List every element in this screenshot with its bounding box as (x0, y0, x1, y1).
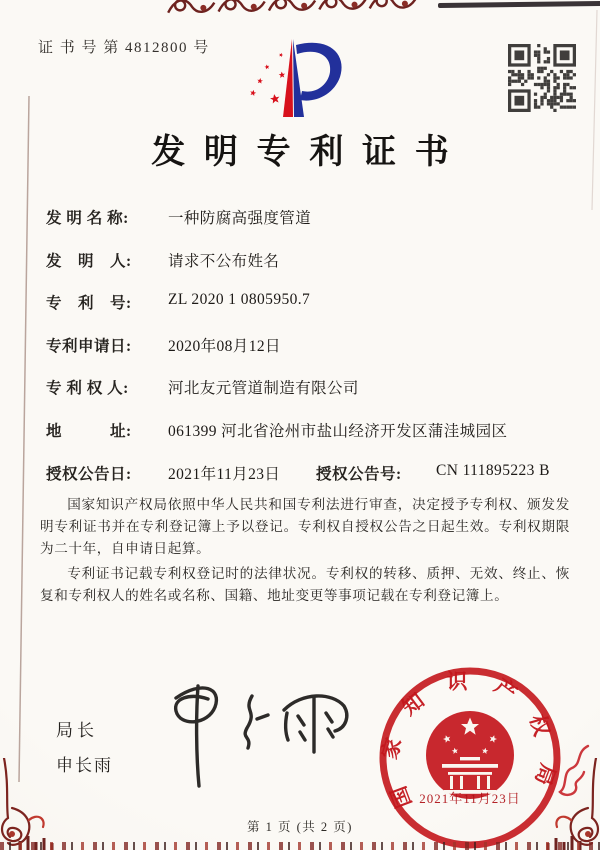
field-label: 授权公告日: (46, 465, 132, 483)
field-patent-number (46, 291, 578, 334)
field-label: 发 明 人: (46, 252, 132, 270)
field-label: 发 明 名 称: (46, 210, 129, 227)
legal-paragraph: 国家知识产权局依照中华人民共和国专利法进行审查，决定授予专利权、颁发发明专利证书并在专利登记簿上予以登记。专利权自授权公告之日起生效。专利权期限为二十年，自申请日起算。 (40, 497, 570, 557)
national-emblem-icon (426, 711, 514, 799)
seal-date: 2021年11月23日 (419, 791, 521, 806)
corner-flourish-icon (538, 758, 600, 850)
bottom-border-pattern (0, 842, 600, 850)
field-list (46, 206, 578, 504)
field-value: 河北友元管道制造有限公司 (168, 380, 359, 398)
qr-code-icon (508, 44, 576, 112)
field-value: 请求不公布姓名 (168, 252, 280, 270)
field-value: 2021年11月23日 (168, 465, 281, 483)
field-filing-date (46, 334, 578, 377)
field-label: 授权公告号: (316, 465, 402, 483)
top-border-ornament-icon (166, 0, 418, 18)
field-inventor (46, 249, 578, 292)
commissioner-name: 申长雨 (56, 756, 113, 775)
field-value: 一种防腐高强度管道 (168, 210, 312, 227)
field-invention-name (46, 206, 578, 249)
field-address (46, 419, 578, 462)
legal-text (40, 494, 570, 610)
field-value: 2020年08月12日 (168, 337, 281, 355)
corner-flourish-icon (0, 758, 62, 850)
photo-edge-line (438, 1, 600, 8)
certificate-title: 发明专利证书 (151, 134, 468, 171)
certificate-number: 证 书 号 第 4812800 号 (38, 40, 210, 56)
commissioner-title: 局长 (56, 721, 98, 740)
cnipa-logo-icon (236, 30, 358, 130)
field-value: 061399 河北省沧州市盐山经济开发区蒲洼城园区 (168, 422, 508, 440)
legal-paragraph: 专利证书记载专利权登记时的法律状况。专利权的转移、质押、无效、终止、恢复和专利权人的姓名或名称、国籍、地址变更等事项记载在专利登记簿上。 (40, 566, 570, 604)
seal-arc-text: 国家知识产权局 (377, 669, 561, 812)
field-value: CN 111895223 B (436, 461, 550, 479)
page-number: 第 1 页 (共 2 页) (247, 820, 353, 834)
field-patentee (46, 376, 578, 419)
handwritten-signature-icon (136, 666, 354, 794)
field-label: 专利申请日: (46, 337, 132, 355)
field-label: 地 址: (46, 422, 132, 440)
field-label: 专 利 权 人: (46, 380, 129, 398)
field-value: ZL 2020 1 0805950.7 (168, 291, 311, 309)
field-label: 专 利 号: (46, 295, 132, 313)
